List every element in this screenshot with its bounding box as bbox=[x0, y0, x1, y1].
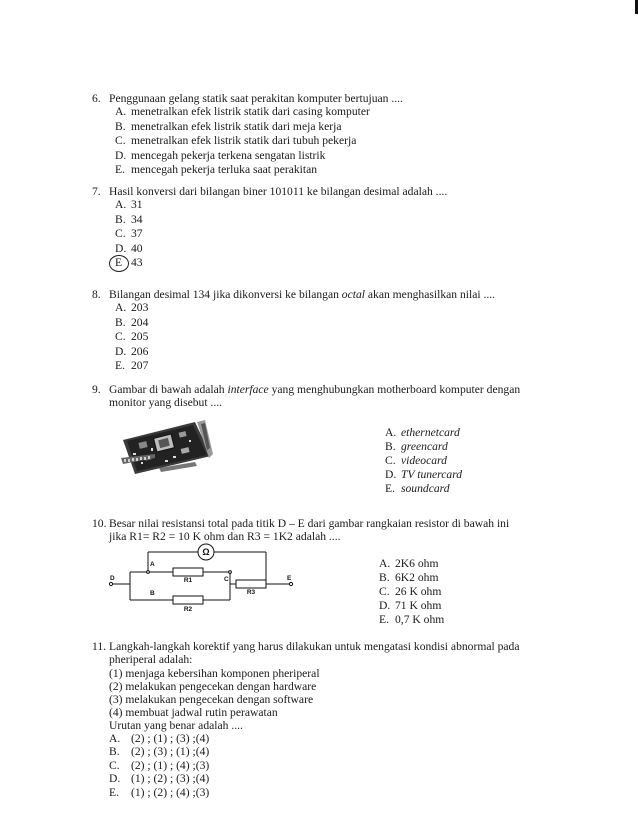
node-d-label: D bbox=[110, 575, 115, 582]
option-text: 204 bbox=[131, 315, 149, 329]
option-letter: E. bbox=[115, 163, 125, 177]
option-text: 207 bbox=[131, 359, 149, 373]
option-letter: A. bbox=[385, 426, 397, 439]
option-letter: B. bbox=[379, 571, 390, 584]
option-text: (1) ; (2) ; (4) ;(3) bbox=[131, 785, 210, 799]
option-text: 34 bbox=[131, 212, 143, 226]
question-text: jika R1= R2 = 10 K ohm dan R3 = 1K2 adalah .... bbox=[109, 530, 341, 544]
option-letter: D. bbox=[115, 344, 127, 358]
question-text-part: Gambar di bawah adalah bbox=[109, 383, 228, 396]
option-text: 6K2 ohm bbox=[395, 571, 439, 584]
question-text: Penggunaan gelang statik saat perakitan komputer bertujuan .... bbox=[109, 92, 403, 105]
option-d bbox=[385, 468, 462, 482]
question-text bbox=[109, 383, 520, 396]
question-text: Hasil konversi dari bilangan biner 101011 ke bilangan desimal adalah .... bbox=[109, 185, 448, 198]
option-text: menetralkan efek listrik statik dari meja kerja bbox=[131, 119, 342, 133]
question-number: 10. bbox=[92, 517, 107, 530]
step-list bbox=[109, 667, 520, 732]
question-11 bbox=[92, 640, 520, 799]
option-letter: A. bbox=[379, 557, 391, 570]
option-text: mencegah pekerja terluka saat perakitan bbox=[131, 163, 318, 177]
option-text: mencegah pekerja terkena sengatan listrik bbox=[131, 148, 326, 162]
node-e-label: E bbox=[287, 575, 292, 582]
option-letter: E. bbox=[379, 613, 389, 626]
question-text: pheriperal adalah: bbox=[109, 653, 193, 667]
option-text: soundcard bbox=[401, 482, 450, 495]
question-number: 11. bbox=[92, 640, 107, 653]
option-letter: D. bbox=[109, 772, 121, 786]
option-letter: E. bbox=[115, 359, 125, 373]
option-letter: B. bbox=[385, 440, 396, 453]
question-6-stem bbox=[92, 92, 403, 105]
option-letter: D. bbox=[379, 599, 391, 612]
option-c bbox=[109, 759, 520, 773]
option-text: ethernetcard bbox=[401, 426, 460, 439]
option-e bbox=[115, 359, 495, 374]
option-letter: C. bbox=[385, 454, 396, 467]
question-number: 7. bbox=[92, 185, 101, 198]
option-c bbox=[115, 134, 403, 149]
option-letter: E. bbox=[385, 482, 395, 495]
question-text: Langkah-langkah korektif yang harus dilakukan untuk mengatasi kondisi abnormal pada bbox=[109, 640, 520, 653]
question-10-options bbox=[379, 557, 444, 627]
question-11-stem-line2 bbox=[92, 653, 520, 666]
option-letter: C. bbox=[115, 227, 126, 241]
option-text: 71 K ohm bbox=[395, 599, 442, 612]
option-text: 37 bbox=[131, 227, 143, 241]
option-e bbox=[115, 163, 403, 178]
question-text-italic: octal bbox=[341, 288, 365, 301]
question-9 bbox=[92, 383, 520, 410]
step-item: (2) melakukan pengecekan dengan hardware bbox=[109, 679, 317, 693]
option-b bbox=[109, 745, 520, 759]
option-e bbox=[379, 613, 444, 627]
question-text: Besar nilai resistansi total pada titik D – E dari gambar rangkaian resistor di bawah ini bbox=[109, 517, 510, 530]
question-text-part: yang menghubungkan motherboard komputer dengan bbox=[268, 383, 521, 396]
option-letter: B. bbox=[109, 745, 120, 759]
option-a bbox=[115, 301, 495, 316]
option-letter: C. bbox=[379, 585, 390, 598]
option-text: menetralkan efek listrik statik dari tubuh pekerja bbox=[131, 134, 357, 148]
option-b bbox=[115, 120, 403, 135]
resistor-r2 bbox=[173, 596, 203, 604]
option-b bbox=[385, 440, 462, 454]
question-text-part: Bilangan desimal 134 jika dikonversi ke bilangan bbox=[109, 288, 342, 301]
option-d bbox=[379, 599, 444, 613]
question-7 bbox=[92, 185, 447, 271]
option-text: 0,7 K ohm bbox=[395, 613, 445, 626]
question-10-stem bbox=[92, 517, 509, 530]
option-c bbox=[115, 330, 495, 345]
option-e-selected bbox=[115, 256, 447, 271]
option-c bbox=[379, 585, 444, 599]
question-text: monitor yang disebut .... bbox=[109, 396, 223, 410]
option-text: 26 K ohm bbox=[395, 585, 442, 598]
ohmmeter-label: Ω bbox=[202, 547, 210, 557]
option-e bbox=[385, 482, 462, 496]
option-text: 205 bbox=[131, 330, 149, 344]
option-text: 31 bbox=[131, 198, 143, 212]
option-a bbox=[115, 105, 403, 120]
option-d bbox=[115, 242, 447, 257]
question-8-stem bbox=[92, 288, 495, 301]
r1-label: R1 bbox=[183, 577, 193, 584]
option-letter: B. bbox=[115, 212, 126, 226]
option-c bbox=[385, 454, 462, 468]
node-b-label: B bbox=[150, 590, 155, 597]
option-b bbox=[115, 213, 447, 228]
question-number: 8. bbox=[92, 288, 101, 301]
option-d bbox=[109, 772, 520, 786]
option-letter: E bbox=[115, 256, 123, 270]
option-text: 203 bbox=[131, 301, 149, 315]
option-text: (1) ; (2) ; (3) ;(4) bbox=[131, 772, 210, 786]
question-text-part: akan menghasilkan nilai .... bbox=[364, 288, 496, 301]
question-11-stem bbox=[92, 640, 520, 653]
option-b bbox=[379, 571, 444, 585]
option-list bbox=[109, 732, 520, 800]
option-b bbox=[115, 316, 495, 331]
option-list bbox=[115, 301, 495, 374]
option-text: 40 bbox=[131, 241, 143, 255]
option-letter: C. bbox=[115, 330, 126, 344]
r2-label: R2 bbox=[183, 606, 193, 613]
option-letter: A. bbox=[115, 105, 127, 119]
question-6 bbox=[92, 92, 403, 178]
option-letter: A. bbox=[109, 731, 121, 745]
option-a bbox=[379, 557, 444, 571]
option-text: menetralkan efek listrik statik dari casing komputer bbox=[131, 105, 370, 119]
option-c bbox=[115, 227, 447, 242]
question-9-stem-line2 bbox=[92, 396, 520, 409]
node-c-label: C bbox=[224, 576, 229, 583]
step-item: (4) membuat jadwal rutin perawatan bbox=[109, 705, 278, 719]
option-a bbox=[115, 198, 447, 213]
step-item: (1) menjaga kebersihan komponen pheriperal bbox=[109, 666, 320, 680]
option-letter: B. bbox=[115, 315, 126, 329]
option-text: greencard bbox=[401, 440, 448, 453]
option-text: (2) ; (1) ; (4) ;(3) bbox=[131, 758, 210, 772]
option-a bbox=[385, 426, 462, 440]
option-letter: A. bbox=[115, 198, 127, 212]
option-text: (2) ; (3) ; (1) ;(4) bbox=[131, 745, 210, 759]
option-text: videocard bbox=[401, 454, 447, 467]
option-text: 43 bbox=[131, 256, 143, 270]
resistor-r1 bbox=[173, 568, 203, 576]
option-letter: D. bbox=[385, 468, 397, 481]
option-text: TV tunercard bbox=[401, 468, 463, 481]
question-9-stem bbox=[92, 383, 520, 396]
option-d bbox=[115, 149, 403, 164]
step-item: (3) melakukan pengecekan dengan software bbox=[109, 692, 314, 706]
option-letter: D. bbox=[115, 241, 127, 255]
option-text: 2K6 ohm bbox=[395, 557, 439, 570]
option-letter: C. bbox=[115, 134, 126, 148]
resistor-r3 bbox=[236, 580, 266, 588]
r3-label: R3 bbox=[246, 589, 256, 596]
option-letter: A. bbox=[115, 301, 127, 315]
option-a bbox=[109, 732, 520, 746]
option-letter: E. bbox=[109, 785, 119, 799]
question-text bbox=[109, 288, 495, 301]
option-text: (2) ; (1) ; (3) ;(4) bbox=[131, 731, 210, 745]
question-8 bbox=[92, 288, 495, 374]
node-a-label: A bbox=[150, 561, 155, 568]
question-text-italic: interface bbox=[227, 383, 269, 396]
question-number: 9. bbox=[92, 383, 101, 396]
option-letter: B. bbox=[115, 119, 126, 133]
resistor-circuit-diagram bbox=[108, 540, 298, 614]
video-card-photo bbox=[115, 418, 215, 476]
question-7-stem bbox=[92, 185, 447, 198]
option-text: 206 bbox=[131, 344, 149, 358]
option-list bbox=[115, 198, 447, 271]
option-list bbox=[115, 105, 403, 178]
question-9-options bbox=[385, 426, 462, 496]
option-d bbox=[115, 345, 495, 360]
option-letter: C. bbox=[109, 758, 120, 772]
order-question: Urutan yang benar adalah .... bbox=[109, 718, 243, 732]
option-letter: D. bbox=[115, 148, 127, 162]
question-number: 6. bbox=[92, 92, 101, 105]
option-e bbox=[109, 786, 520, 800]
